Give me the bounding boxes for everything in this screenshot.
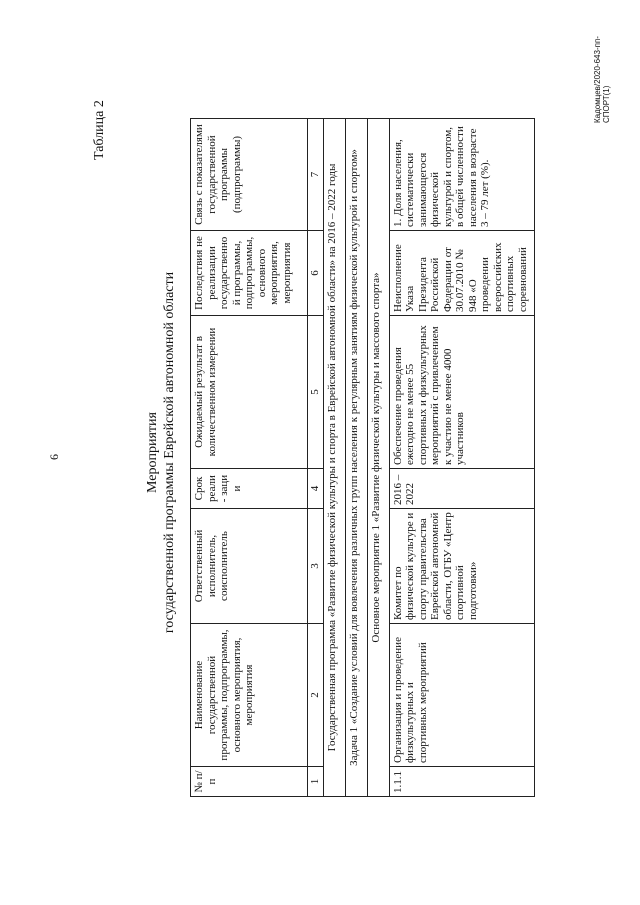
row-executor: Комитет по физической культуре и спорту правительства Еврейской автономной области, ОГБУ «Центр спортивной подготовки» — [389, 509, 534, 624]
header-row — [191, 119, 308, 797]
program-title: Государственная программа «Развитие физической культуры и спорта в Еврейской автономной области» на 2016 – 2022 годы — [323, 119, 345, 797]
row-number: 1.1.1 — [389, 767, 534, 797]
main-event-row — [367, 119, 389, 797]
table-row — [389, 119, 534, 797]
header-cell-link: Связь с показателями государственной программы (подпрограммы) — [191, 119, 308, 231]
column-number: 4 — [308, 469, 324, 509]
column-number-row — [308, 119, 324, 797]
row-indicator-link: 1. Доля населения, систематически занимающегося физической культурой и спортом, в общей численности населения в возрасте 3 – 79 лет (%). — [389, 119, 534, 231]
page-number: 6 — [47, 454, 61, 460]
task-title: Задача 1 «Создание условий для вовлечения различных групп населения к регулярным занятиям физической культурой и спортом» — [345, 119, 367, 797]
events-table — [190, 118, 535, 797]
table-label: Таблица 2 — [92, 100, 107, 160]
column-number: 6 — [308, 231, 324, 316]
header-cell-name: Наименование государственной программы, подпрограммы, основного мероприятия, мероприятия — [191, 624, 308, 767]
header-cell-term: Срок реали - заци и — [191, 469, 308, 509]
header-cell-consequences: Последствия не реализации государственно й программы, подпрограммы, основного мероприятия, мероприятия — [191, 231, 308, 316]
row-consequences: Неисполнение Указа Президента Российской Федерации от 30.07.2010 № 948 «О проведении всероссийских спортивных соревнований — [389, 231, 534, 316]
row-event-name: Организация и проведение физкультурных и спортивных мероприятий — [389, 624, 534, 767]
document-title: Мероприятия — [145, 412, 160, 493]
main-event-title: Основное мероприятие 1 «Развитие физической культуры и массового спорта» — [367, 119, 389, 797]
column-number: 5 — [308, 316, 324, 469]
header-cell-num: № п/п — [191, 767, 308, 797]
task-row — [345, 119, 367, 797]
column-number: 7 — [308, 119, 324, 231]
column-number: 1 — [308, 767, 324, 797]
row-term: 2016 – 2022 — [389, 469, 534, 509]
row-result: Обеспечение проведения ежегодно не менее 55 спортивных и физкультурных мероприятий с привлечением к участию не менее 4000 участников — [389, 316, 534, 469]
column-number: 2 — [308, 624, 324, 767]
header-cell-result: Ожидаемый результат в количественном измерении — [191, 316, 308, 469]
program-row — [323, 119, 345, 797]
column-number: 3 — [308, 509, 324, 624]
document-reference: Кадомцев/2020-643-пп-СПОРТ(1) — [593, 36, 611, 123]
header-cell-executor: Ответственный исполнитель, соисполнитель — [191, 509, 308, 624]
document-subtitle: государственной программы Еврейской автономной области — [162, 271, 177, 634]
